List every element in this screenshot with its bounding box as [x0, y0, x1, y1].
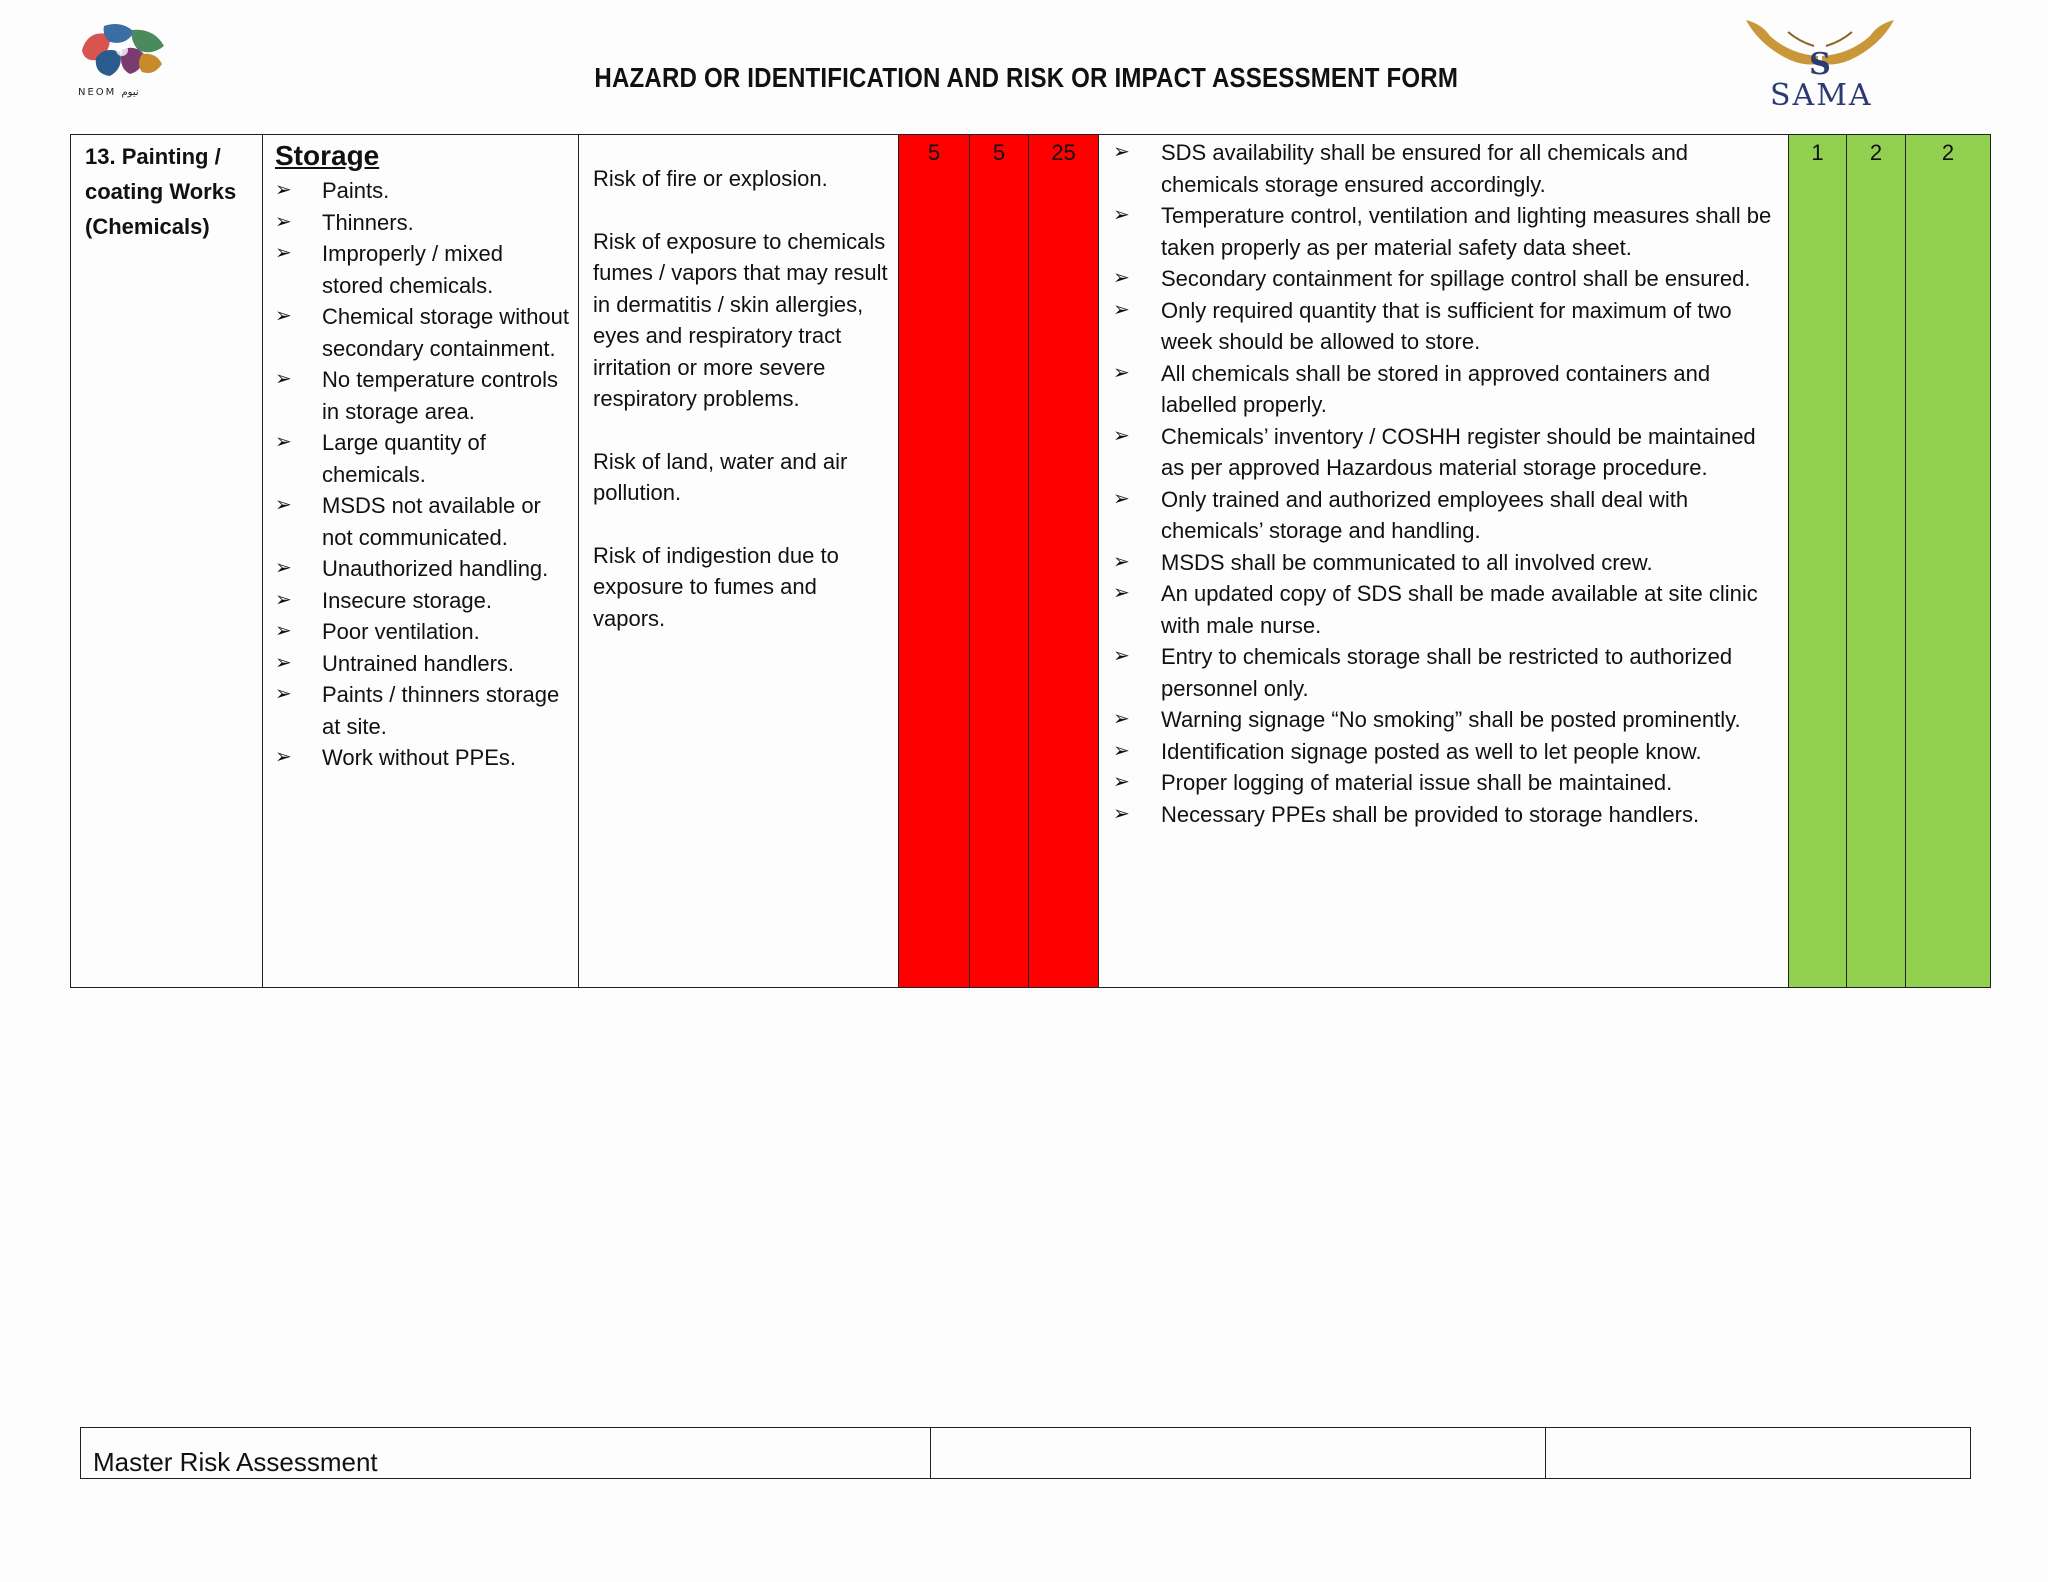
arrow-bullet-icon: ➢: [275, 588, 292, 611]
arrow-bullet-icon: ➢: [1113, 582, 1130, 604]
control-item: [1113, 736, 1772, 768]
hazard-item: [275, 364, 570, 427]
initial-likelihood-cell: 5: [899, 135, 970, 988]
hazard-item-text: Untrained handlers.: [322, 650, 515, 676]
control-item-text: Only required quantity that is sufficient for maximum of two week should be allowed to store.: [1161, 297, 1732, 354]
neom-logo-text: NEOM نيوم: [78, 87, 139, 98]
assessment-table: [70, 134, 1991, 988]
control-item: [1113, 358, 1772, 421]
arrow-bullet-icon: ➢: [275, 242, 292, 264]
hazard-item-text: Unauthorized handling.: [322, 556, 549, 581]
hazard-item-text: Thinners.: [322, 209, 414, 235]
hazard-item-text: Paints.: [322, 178, 390, 203]
activity-cell: [71, 135, 263, 988]
control-item-text: MSDS shall be communicated to all involved crew.: [1161, 549, 1653, 575]
arrow-bullet-icon: ➢: [1113, 298, 1130, 321]
winged-emblem-icon: [1740, 16, 1900, 86]
control-item: [1113, 767, 1772, 799]
arrow-bullet-icon: ➢: [275, 746, 292, 768]
arrow-bullet-icon: ➢: [275, 494, 292, 516]
hazards-cell: [263, 135, 579, 988]
hazard-item: [275, 490, 570, 553]
arrow-bullet-icon: ➢: [1113, 802, 1130, 825]
hazard-item-text: Insecure storage.: [322, 587, 492, 613]
arrow-bullet-icon: ➢: [1113, 487, 1130, 510]
arrow-bullet-icon: ➢: [1113, 771, 1130, 793]
risk-item: Risk of exposure to chemicals fumes / vapors that may result in dermatitis / skin allergies, eyes and respiratory tract irritation or more severe respiratory problems.: [593, 228, 888, 411]
hazard-item: [275, 742, 570, 774]
arrow-bullet-icon: ➢: [275, 683, 292, 705]
control-item: [1113, 263, 1772, 295]
arrow-bullet-icon: ➢: [1113, 141, 1130, 163]
hazard-item: [275, 585, 570, 617]
control-item-text: All chemicals shall be stored in approved containers and labelled properly.: [1161, 360, 1711, 417]
control-item: [1113, 641, 1772, 704]
arrow-bullet-icon: ➢: [275, 557, 292, 579]
sama-logo-text: SAMA: [1770, 78, 1873, 113]
risk-item: Risk of fire or explosion.: [593, 166, 828, 191]
arrow-bullet-icon: ➢: [1113, 645, 1130, 667]
control-item-text: Entry to chemicals storage shall be restricted to authorized personnel only.: [1161, 644, 1733, 701]
hazard-item-text: MSDS not available or not communicated.: [322, 493, 541, 550]
arrow-bullet-icon: ➢: [1113, 267, 1130, 289]
controls-cell: [1099, 135, 1789, 988]
hazard-item-text: Paints / thinners storage at site.: [322, 682, 560, 739]
control-item: [1113, 200, 1772, 263]
hazard-item-text: Chemical storage without secondary containment.: [322, 304, 570, 361]
control-item-text: Necessary PPEs shall be provided to storage handlers.: [1161, 801, 1700, 827]
svg-text:S: S: [1809, 47, 1831, 82]
arrow-bullet-icon: ➢: [275, 210, 292, 233]
hazard-list: [275, 175, 570, 774]
control-item: [1113, 421, 1772, 484]
arrow-bullet-icon: ➢: [275, 620, 292, 642]
hazard-item: [275, 238, 570, 301]
arrow-bullet-icon: ➢: [1113, 361, 1130, 384]
hazard-item: [275, 679, 570, 742]
control-item: [1113, 547, 1772, 579]
control-item-text: Only trained and authorized employees shall deal with chemicals’ storage and handling.: [1161, 486, 1689, 543]
arrow-bullet-icon: ➢: [275, 651, 292, 674]
control-list: [1113, 137, 1772, 830]
control-item: [1113, 578, 1772, 641]
hazard-item-text: No temperature controls in storage area.: [322, 367, 558, 424]
risks-cell: [579, 135, 899, 988]
control-item-text: Temperature control, ventilation and lighting measures shall be taken properly as per material safety data sheet.: [1161, 203, 1772, 260]
hazard-item: [275, 648, 570, 680]
arrow-bullet-icon: ➢: [1113, 550, 1130, 573]
table-row: [71, 135, 1991, 988]
control-item: [1113, 137, 1772, 200]
hazard-item: [275, 616, 570, 648]
control-item-text: Warning signage “No smoking” shall be posted prominently.: [1161, 707, 1741, 732]
footer-cell: [1546, 1428, 1971, 1479]
residual-severity-cell: 2: [1847, 135, 1906, 988]
risk-item: Risk of land, water and air pollution.: [593, 448, 848, 505]
footer-table: [80, 1427, 1971, 1479]
arrow-bullet-icon: ➢: [275, 368, 292, 390]
arrow-bullet-icon: ➢: [1113, 739, 1130, 762]
arrow-bullet-icon: ➢: [1113, 424, 1130, 447]
control-item: [1113, 484, 1772, 547]
control-item: [1113, 295, 1772, 358]
initial-risk-score-cell: 25: [1029, 135, 1099, 988]
page-title: HAZARD OR IDENTIFICATION AND RISK OR IMPACT ASSESSMENT FORM: [594, 62, 1459, 93]
control-item-text: Chemicals’ inventory / COSHH register should be maintained as per approved Hazardous material storage procedure.: [1161, 423, 1756, 480]
initial-severity-cell: 5: [970, 135, 1029, 988]
arrow-bullet-icon: ➢: [1113, 204, 1130, 226]
activity-line: (Chemicals): [85, 214, 210, 239]
arrow-bullet-icon: ➢: [275, 305, 292, 327]
control-item-text: An updated copy of SDS shall be made available at site clinic with male nurse.: [1161, 581, 1758, 638]
hazard-item-text: Improperly / mixed stored chemicals.: [322, 241, 503, 298]
control-item-text: Identification signage posted as well to let people know.: [1161, 738, 1702, 764]
hazard-item: [275, 207, 570, 239]
activity-line: 13. Painting /: [85, 144, 221, 169]
control-item-text: Proper logging of material issue shall be maintained.: [1161, 770, 1673, 795]
footer-cell-document-name: Master Risk Assessment: [81, 1428, 931, 1479]
hazard-item: [275, 553, 570, 585]
arrow-bullet-icon: ➢: [275, 431, 292, 453]
hazard-item-text: Poor ventilation.: [322, 619, 480, 644]
footer-row: [81, 1428, 1971, 1479]
control-item: [1113, 704, 1772, 736]
activity-line: coating Works: [85, 179, 237, 204]
residual-risk-score-cell: 2: [1906, 135, 1991, 988]
hazard-item: [275, 175, 570, 207]
hazard-item: [275, 301, 570, 364]
residual-likelihood-cell: 1: [1789, 135, 1847, 988]
risk-item: Risk of indigestion due to exposure to fumes and vapors.: [593, 542, 839, 631]
control-item: [1113, 799, 1772, 831]
hazard-item-text: Work without PPEs.: [322, 745, 516, 770]
control-item-text: Secondary containment for spillage control shall be ensured.: [1161, 266, 1751, 291]
hazard-item: [275, 427, 570, 490]
control-item-text: SDS availability shall be ensured for all chemicals and chemicals storage ensured accordingly.: [1161, 140, 1689, 197]
arrow-bullet-icon: ➢: [275, 179, 292, 201]
sama-logo: [1740, 16, 1900, 113]
footer-cell: [931, 1428, 1546, 1479]
hazard-section-title: Storage: [275, 140, 380, 171]
hazard-item-text: Large quantity of chemicals.: [322, 430, 486, 487]
arrow-bullet-icon: ➢: [1113, 708, 1130, 730]
